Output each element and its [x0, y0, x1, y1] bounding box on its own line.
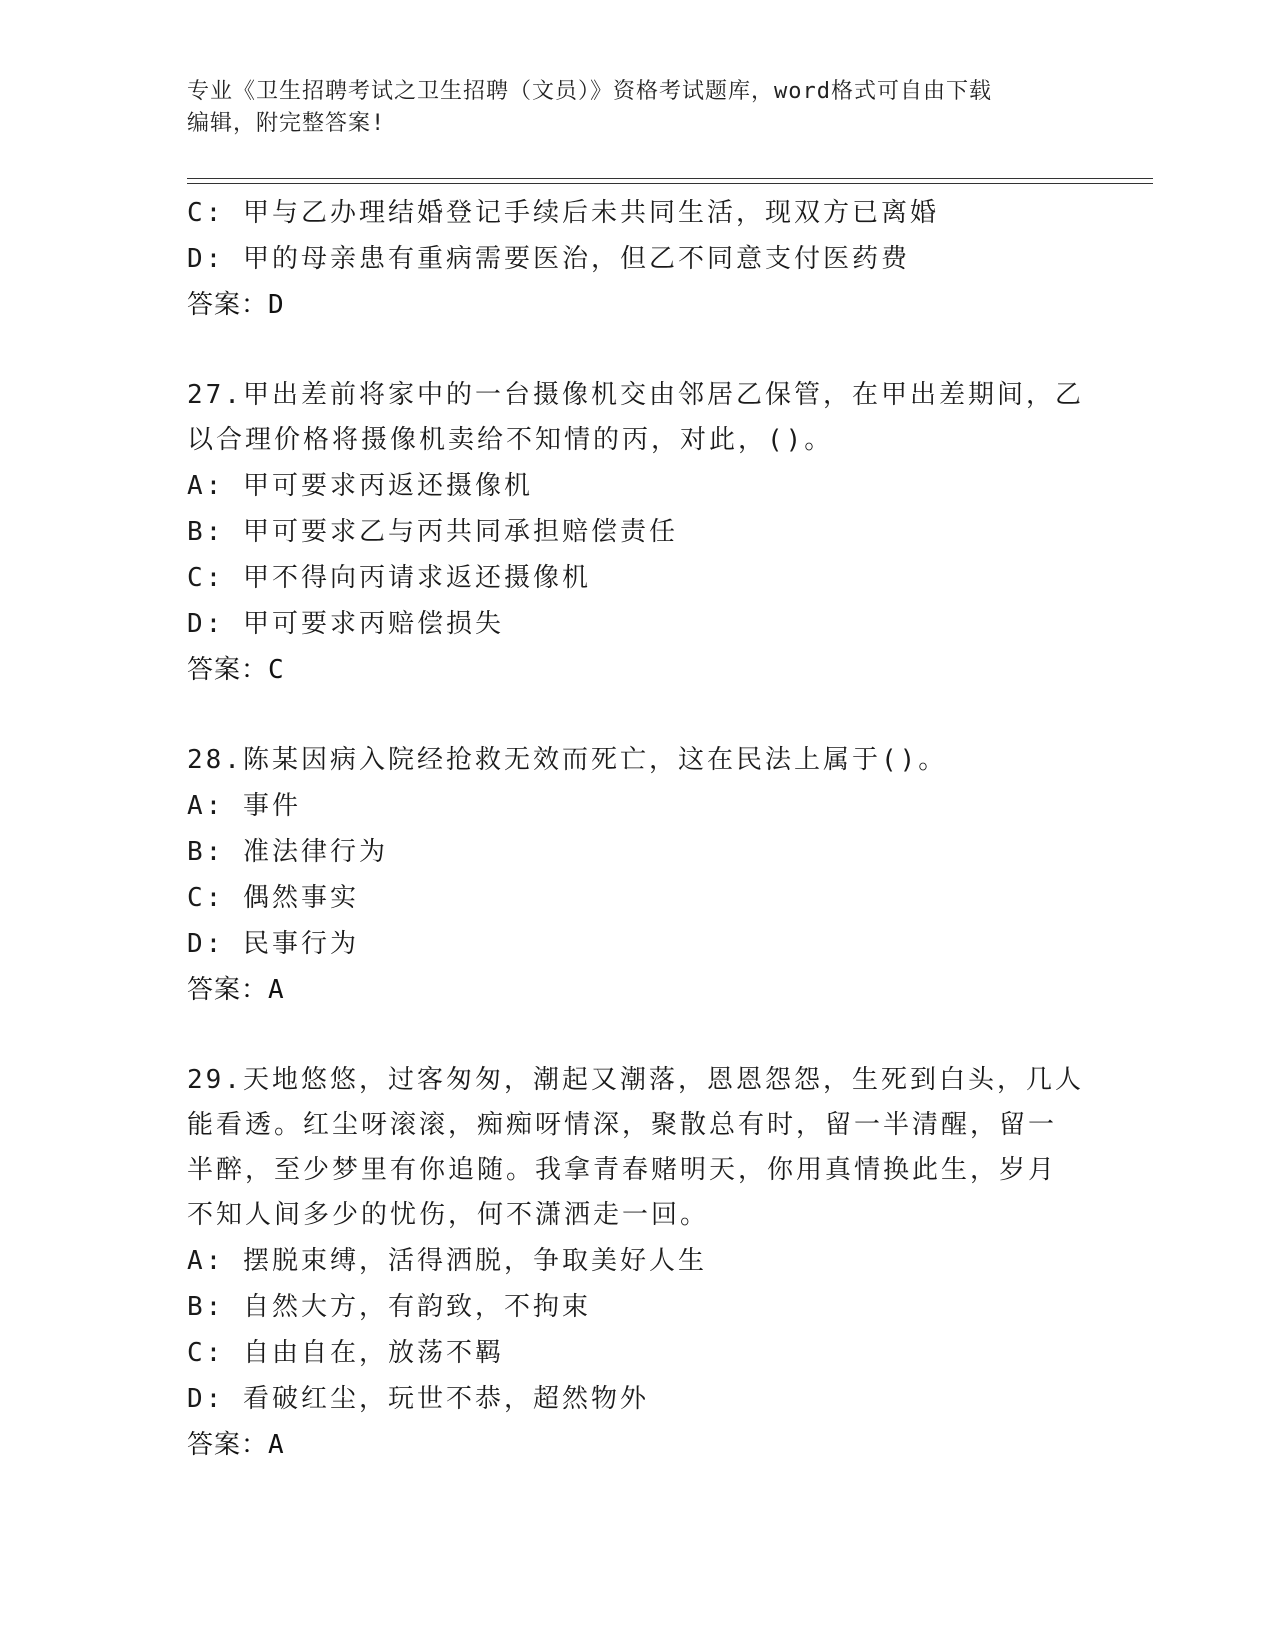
answer-label: 答案： — [187, 290, 269, 320]
option-b: B: 准法律行为 — [187, 837, 388, 867]
question-27 — [187, 373, 1087, 693]
spacer — [187, 693, 1087, 738]
spacer — [187, 328, 1087, 373]
answer-value: C — [268, 655, 285, 685]
spacer — [187, 1013, 1087, 1058]
prev-question-block — [187, 190, 1087, 328]
option-d: D: 甲的母亲患有重病需要医治，但乙不同意支付医药费 — [187, 244, 910, 274]
answer-value: A — [268, 975, 285, 1005]
question-stem-line: 27.甲出差前将家中的一台摄像机交由邻居乙保管，在甲出差期间，乙 — [187, 380, 1084, 410]
question-stem-line: 不知人间多少的忧伤，何不潇洒走一回。 — [187, 1200, 710, 1230]
option-c: C: 甲与乙办理结婚登记手续后未共同生活，现双方已离婚 — [187, 198, 939, 228]
option-c: C: 甲不得向丙请求返还摄像机 — [187, 563, 591, 593]
question-28 — [187, 738, 1087, 1013]
answer-label: 答案： — [187, 975, 269, 1005]
option-d: D: 看破红尘，玩世不恭，超然物外 — [187, 1384, 649, 1414]
question-stem-line: 能看透。红尘呀滚滚，痴痴呀情深，聚散总有时，留一半清醒，留一 — [187, 1110, 1058, 1140]
option-a: A: 摆脱束缚，活得洒脱，争取美好人生 — [187, 1246, 707, 1276]
option-a: A: 事件 — [187, 791, 301, 821]
option-c: C: 偶然事实 — [187, 883, 359, 913]
question-stem-line: 以合理价格将摄像机卖给不知情的丙，对此，()。 — [187, 425, 834, 455]
option-b: B: 甲可要求乙与丙共同承担赔偿责任 — [187, 517, 678, 547]
question-29 — [187, 1058, 1087, 1468]
option-b: B: 自然大方，有韵致，不拘束 — [187, 1292, 591, 1322]
question-stem-line: 半醉，至少梦里有你追随。我拿青春赌明天，你用真情换此生，岁月 — [187, 1155, 1058, 1185]
answer-label: 答案： — [187, 1430, 269, 1460]
answer-value: A — [268, 1430, 285, 1460]
question-content — [187, 190, 1087, 1468]
header-rule-top — [187, 178, 1153, 179]
answer-line — [187, 282, 1087, 328]
page-header — [187, 76, 1067, 140]
answer-line — [187, 967, 1087, 1013]
option-d: D: 甲可要求丙赔偿损失 — [187, 609, 504, 639]
answer-value: D — [268, 290, 285, 320]
answer-label: 答案： — [187, 655, 269, 685]
option-a: A: 甲可要求丙返还摄像机 — [187, 471, 533, 501]
option-c: C: 自由自在，放荡不羁 — [187, 1338, 504, 1368]
header-rule-bottom — [187, 183, 1153, 184]
answer-line — [187, 647, 1087, 693]
question-stem-line: 29.天地悠悠，过客匆匆，潮起又潮落，恩恩怨怨，生死到白头，几人 — [187, 1065, 1084, 1095]
option-d: D: 民事行为 — [187, 929, 359, 959]
header-line-2: 编辑，附完整答案! — [187, 111, 386, 136]
answer-line — [187, 1422, 1087, 1468]
header-line-1: 专业《卫生招聘考试之卫生招聘（文员）》资格考试题库，word格式可自由下载 — [187, 79, 992, 104]
question-stem-line: 28.陈某因病入院经抢救无效而死亡，这在民法上属于()。 — [187, 745, 948, 775]
